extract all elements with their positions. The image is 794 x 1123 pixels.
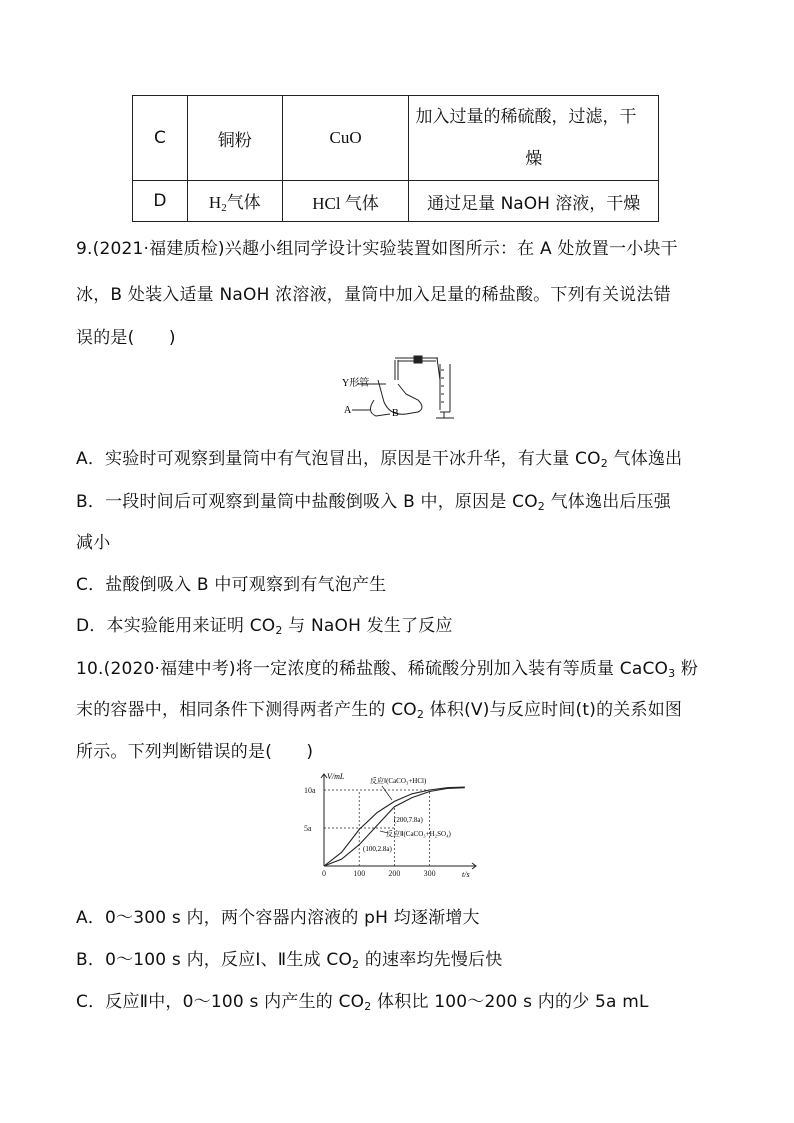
annotation-200: (200,7.8a)	[394, 816, 423, 824]
method-cell	[409, 96, 659, 181]
series-label-I: 反应Ⅰ(CaCO₃+HCl)	[370, 777, 427, 785]
point-a-label: A	[344, 405, 352, 416]
impurity-cell: CuO	[282, 96, 409, 181]
substance-cell: 铜粉	[187, 96, 282, 181]
x-tick-label: 300	[423, 869, 436, 878]
impurity-cell: HCl 气体	[282, 181, 409, 222]
annotation-100: (100,2.8a)	[363, 845, 392, 853]
row-label: D	[133, 181, 188, 222]
method-line-2: 燥	[525, 149, 543, 169]
row-label: C	[133, 96, 188, 181]
q10-stem-line2: 末的容器中，相同条件下测得两者产生的 $CO_2$ 体积(V)与反应时间(t)的关系如图	[76, 700, 683, 721]
series-II-line	[324, 788, 465, 866]
q9-stem-line1: 9.(2021·福建质检)兴趣小组同学设计实验装置如图所示：在 A 处放置一小块干	[76, 239, 678, 259]
q9-stem-line3: 误的是( )	[76, 328, 176, 348]
options-table	[132, 95, 659, 222]
substance-cell: $H_2$气体	[187, 181, 282, 222]
q10-option-c: C．反应Ⅱ中，0～100 s 内产生的 $CO_2$ 体积比 100～200 s 内的少 5a mL	[76, 992, 649, 1013]
y-tick-label: 5a	[304, 824, 312, 833]
method-line-1: 加入过量的稀硫酸，过滤，干	[415, 107, 637, 127]
x-tick-label: 100	[353, 869, 366, 878]
point-b-label: B	[392, 408, 399, 419]
q9-stem-line2: 冰，B 处装入适量 NaOH 浓溶液，量筒中加入足量的稀盐酸。下列有关说法错	[76, 285, 671, 305]
x-axis-label: t/s	[462, 870, 470, 879]
x-tick-label: 200	[388, 869, 401, 878]
y-axis-label: V/mL	[327, 772, 345, 781]
q10-option-b: B．0～100 s 内，反应Ⅰ、Ⅱ生成 $CO_2$ 的速率均先慢后快	[76, 950, 503, 971]
q9-option-d: D．本实验能用来证明 $CO_2$ 与 NaOH 发生了反应	[76, 616, 453, 637]
q9-option-a: A．实验时可观察到量筒中有气泡冒出，原因是干冰升华，有大量 $CO_2$ 气体逸出	[76, 449, 683, 470]
series-label-II: 反应Ⅱ(CaCO₃+H₂SO₄)	[386, 830, 451, 838]
q10-stem-line3: 所示。下列判断错误的是( )	[76, 742, 314, 762]
x-tick-label: 0	[322, 869, 326, 878]
q10-stem-line1: 10.(2020·福建中考)将一定浓度的稀盐酸、稀硫酸分别加入装有等质量 CaCO$_3$ 粉	[76, 659, 699, 680]
q10-option-a: A．0～300 s 内，两个容器内溶液的 pH 均逐渐增大	[76, 908, 480, 928]
series-I-line	[324, 787, 465, 866]
method-cell: 通过足量 NaOH 溶液，干燥	[409, 181, 659, 222]
tube-label: Y形管	[342, 378, 370, 389]
q9-option-c: C．盐酸倒吸入 B 中可观察到有气泡产生	[76, 575, 387, 595]
volume-time-chart	[300, 770, 480, 882]
y-tube-apparatus-figure	[340, 350, 464, 424]
table-row	[133, 181, 659, 222]
label-I-leader	[382, 786, 392, 800]
q9-option-b-line1: B．一段时间后可观察到量筒中盐酸倒吸入 B 中，原因是 $CO_2$ 气体逸出后压强	[76, 492, 672, 513]
y-tick-label: 10a	[304, 786, 316, 795]
table-row	[133, 96, 659, 181]
q9-option-b-line2: 减小	[76, 533, 111, 553]
